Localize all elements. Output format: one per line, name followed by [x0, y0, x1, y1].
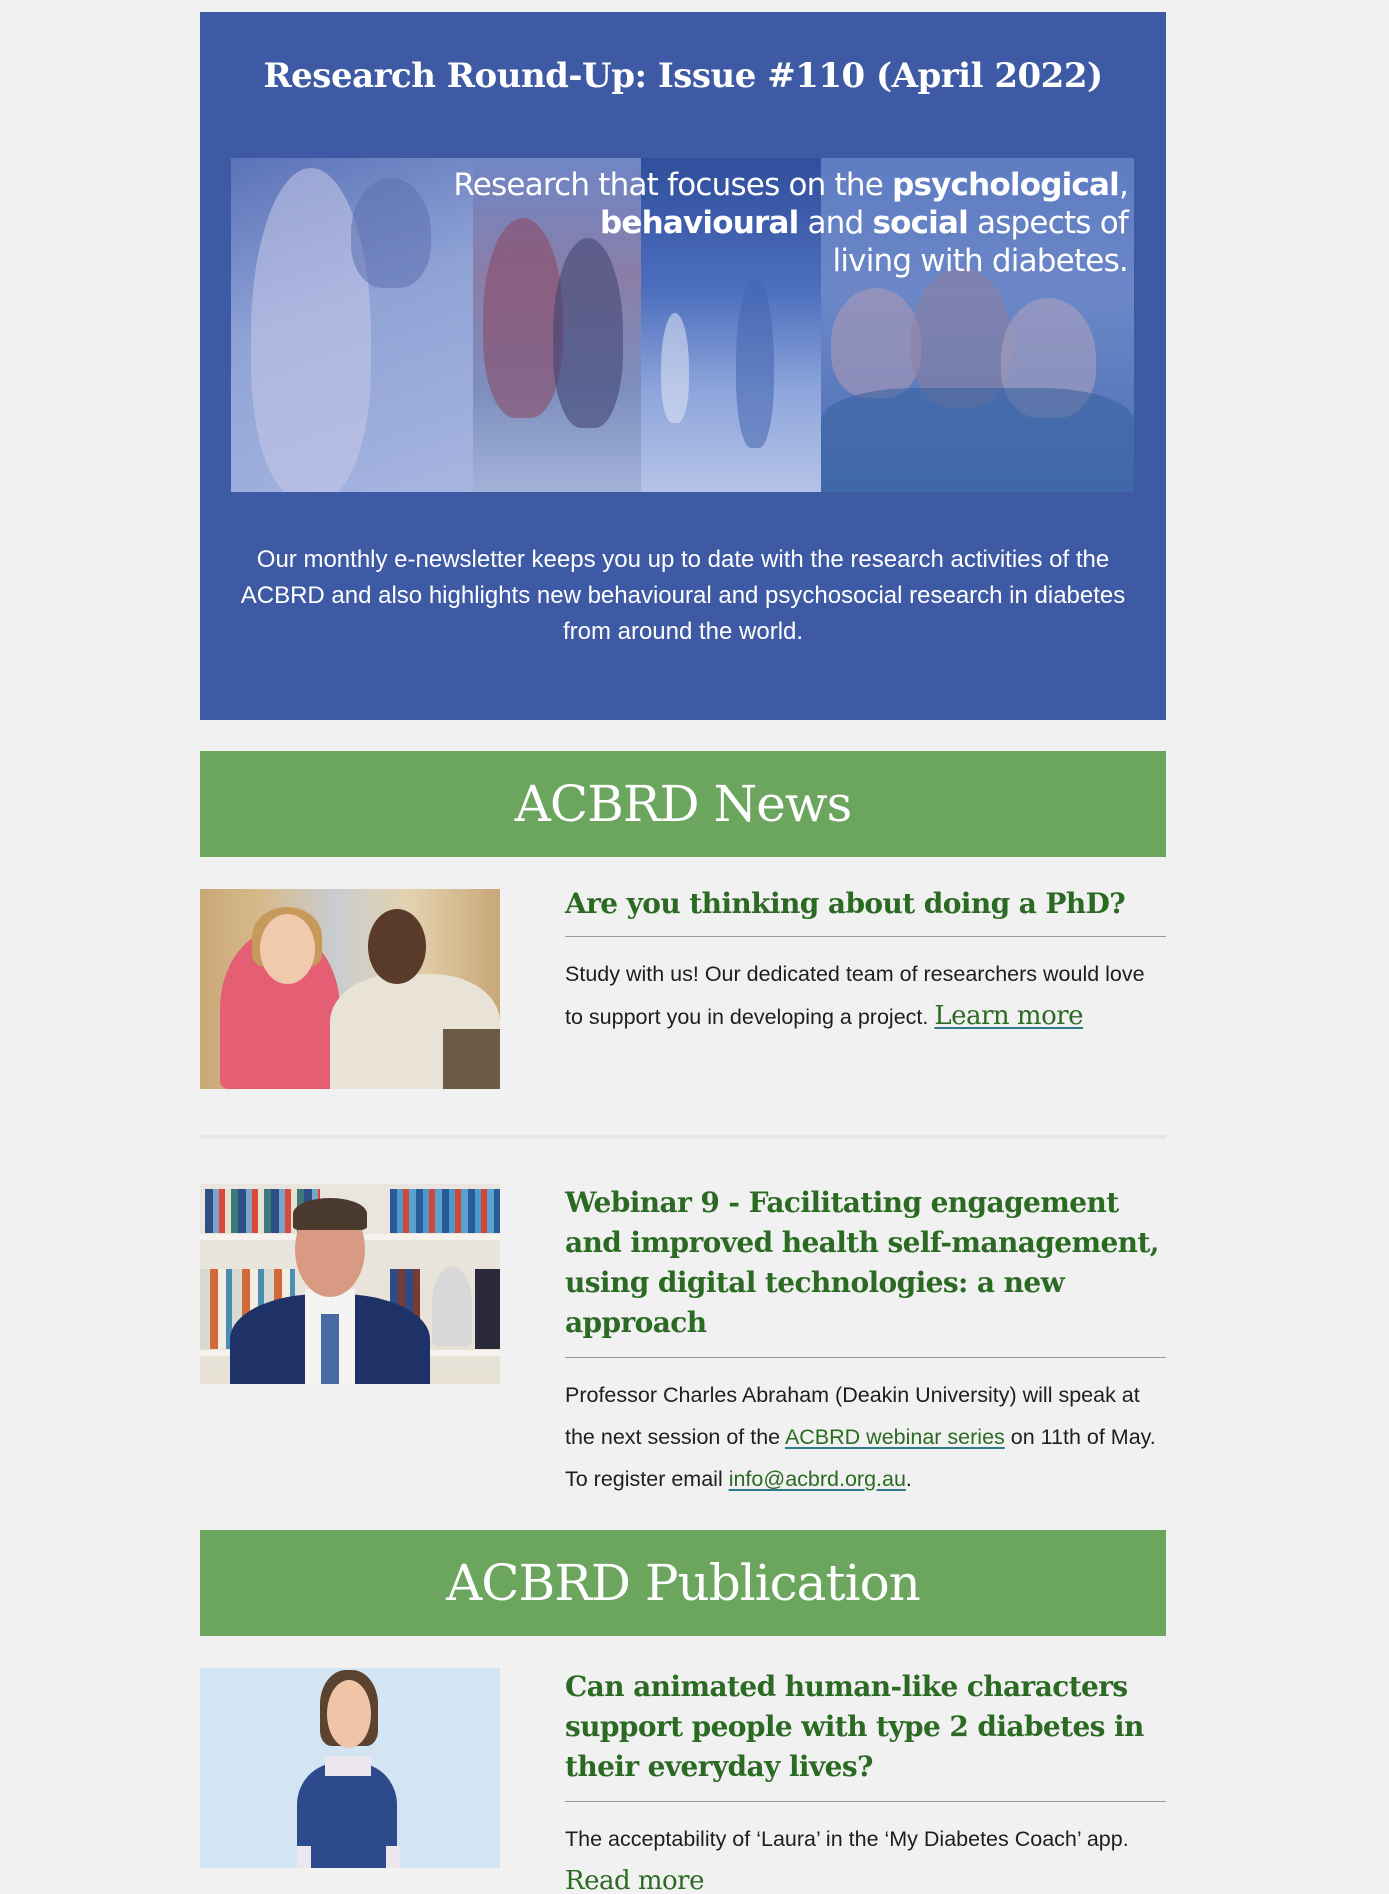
title-divider [565, 936, 1166, 937]
read-more-link[interactable]: Read more [565, 1866, 704, 1894]
laura-character-image[interactable] [200, 1668, 500, 1868]
section-header-publication: ACBRD Publication [200, 1530, 1166, 1636]
newsletter-description: Our monthly e-newsletter keeps you up to date with the research activities of the ACBRD and also highlights new behavioural and psychosocial research in diabetes from around the world. [240, 546, 1126, 645]
hero-banner-image [231, 158, 1134, 492]
publication-body: The acceptability of ‘Laura’ in the ‘My Diabetes Coach’ app. Read more [565, 1827, 1129, 1894]
title-divider [565, 1801, 1166, 1802]
webinar-series-link[interactable]: ACBRD webinar series [784, 1425, 1005, 1449]
section-header-news: ACBRD News [200, 751, 1166, 857]
news-body-webinar: Professor Charles Abraham (Deakin University) will speak at the next session of the ACBRD webinar series on 11th of May. To register email info@acbrd.org.au. [565, 1383, 1156, 1491]
issue-title: Research Round-Up: Issue #110 (April 2022) [263, 56, 1103, 96]
email-link[interactable]: info@acbrd.org.au [728, 1467, 906, 1491]
news-body-phd: Study with us! Our dedicated team of researchers would love to support you in developing a project. Learn more [565, 962, 1145, 1031]
phd-image[interactable] [200, 889, 500, 1089]
learn-more-link[interactable]: Learn more [934, 1001, 1084, 1031]
banner-tagline: Research that focuses on the psychological, behavioural and social aspects of living with diabetes. [453, 167, 1128, 279]
item-separator [200, 1135, 1166, 1139]
title-divider [565, 1357, 1166, 1358]
webinar-speaker-image[interactable] [200, 1184, 500, 1384]
newsletter-header [200, 12, 1166, 720]
news-title-phd[interactable]: Are you thinking about doing a PhD? [565, 887, 1126, 920]
news-title-webinar[interactable]: Webinar 9 - Facilitating engagement and improved health self-management, using digital technologies: a new approach [565, 1186, 1159, 1339]
publication-title[interactable]: Can animated human-like characters support people with type 2 diabetes in their everyday lives? [565, 1670, 1144, 1783]
